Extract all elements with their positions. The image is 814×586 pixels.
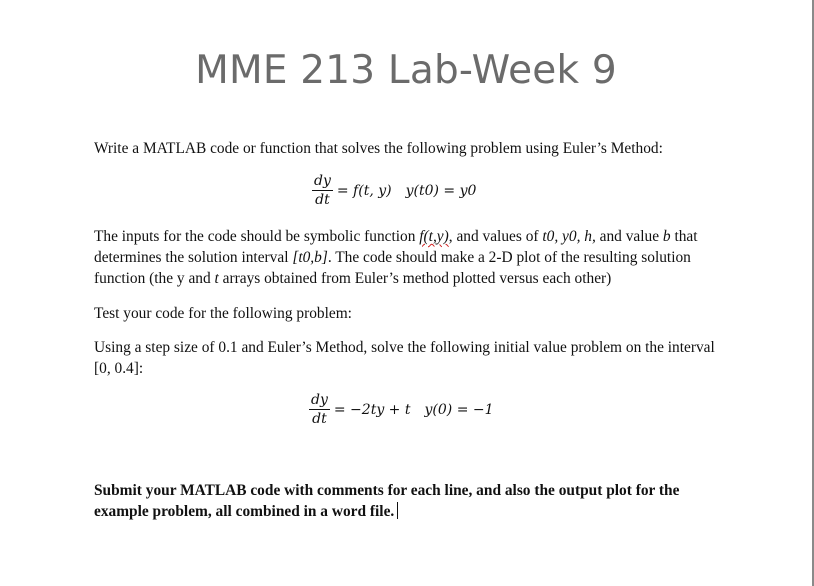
document-title: MME 213 Lab-Week 9 [195,48,617,93]
fraction-denominator: dt [315,192,330,208]
equation-rhs: = −2ty + t [333,402,411,418]
inputs-paragraph [94,226,720,289]
interval-text: [t0,b] [292,249,328,266]
t-array: t [214,270,219,287]
submit-text: Submit your MATLAB code with comments for each line, and also the output plot for the example problem, all combined in a word file. [94,482,680,520]
ivp-equation [309,393,494,427]
derivative-fraction [312,174,333,208]
step-paragraph: Using a step size of 0.1 and Euler’s Method, solve the following initial value problem on the interval [0, 0.4]: [94,339,715,377]
submit-paragraph[interactable] [94,480,734,522]
function-name: f(t,y) [419,228,449,245]
param-names: t0, y0, h, [542,228,596,245]
equation-rhs: = f(t, y) [336,183,392,199]
inputs-text: that determines the solution interval [94,228,698,266]
inputs-text: and value [595,228,663,245]
inputs-text: , and values of [448,228,543,245]
inputs-text: . The code should make a 2-D plot of the resulting solution function (the y and [94,249,691,287]
fraction-numerator: dy [311,392,328,408]
text-cursor [397,502,398,519]
initial-condition: y(t0) = y0 [405,183,477,199]
inputs-text: arrays obtained from Euler’s method plotted versus each other) [218,270,612,287]
fraction-numerator: dy [314,173,331,189]
test-paragraph: Test your code for the following problem: [94,305,352,322]
derivative-fraction [309,393,330,427]
param-b: b [662,228,671,245]
euler-equation [312,174,476,208]
initial-condition: y(0) = −1 [424,402,494,418]
intro-paragraph: Write a MATLAB code or function that solves the following problem using Euler’s Method: [94,140,663,157]
fraction-denominator: dt [312,411,327,427]
inputs-text: The inputs for the code should be symbolic function [94,228,420,245]
